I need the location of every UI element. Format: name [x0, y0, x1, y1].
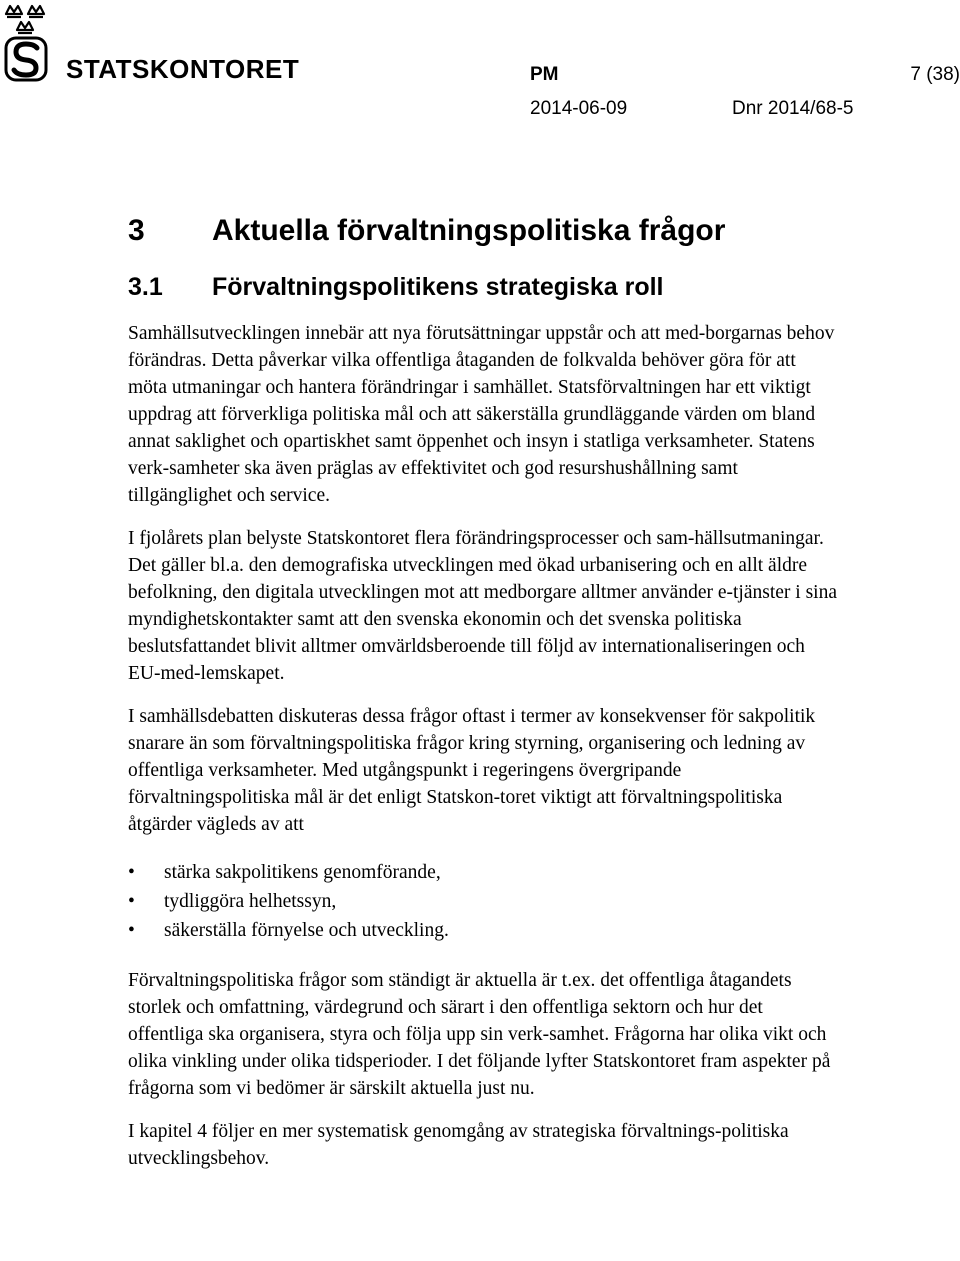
list-item — [128, 887, 838, 916]
chapter-number: 3 — [128, 214, 145, 247]
paragraph: I samhällsdebatten diskuteras dessa frågor oftast i termer av konsekvenser för sakpolitik snarare än som förvaltningspolitiska frågor kring styrning, organisering och ledning av offentliga verksamheter. Med utgångspunkt i regeringens övergripande förvaltningspolitiska mål är det enligt Statskon-toret viktigt att förvaltningspolitiska åtgärder vägleds av att — [128, 706, 816, 835]
document-date: 2014-06-09 — [530, 98, 628, 119]
section-title: Förvaltningspolitikens strategiska roll — [212, 273, 664, 301]
document-body — [128, 210, 838, 1172]
chapter-heading — [128, 210, 838, 252]
bullet-list — [128, 858, 838, 945]
list-item-text: tydliggöra helhetssyn, — [164, 891, 337, 912]
logo-wordmark: STATSKONTORET — [66, 54, 300, 84]
list-item — [128, 858, 838, 887]
section-number: 3.1 — [128, 273, 163, 301]
paragraph: I fjolårets plan belyste Statskontoret flera förändringsprocesser och sam-hällsutmaningar. Det gäller bl.a. den demografiska utvecklingen med ökad urbanisering och en allt äldre befolkning, den digitala utvecklingen mot att medborgare alltmer använder e-tjänster i sina myndighetskontakter samt att den svenska ekonomin och det svenska politiska beslutsfattandet blivit alltmer omvärldsberoende till följd av internationaliseringen och EU-med-lemskapet. — [128, 528, 837, 684]
list-item — [128, 916, 838, 945]
list-item-text: stärka sakpolitikens genomförande, — [164, 862, 441, 883]
document-header — [530, 64, 960, 124]
paragraph: Förvaltningspolitiska frågor som ständigt är aktuella är t.ex. det offentliga åtagandets storlek och omfattning, värdegrund och särart i den offentliga sektorn och hur det offentliga ska organisera, styra och följa upp sin verk-samhet. Frågorna har olika vikt och olika vinkling under olika tidsperioder. I det följande lyfter Statskontoret fram aspekter på frågorna som vi bedömer är särskilt aktuella just nu. — [128, 970, 831, 1099]
list-item-text: säkerställa förnyelse och utveckling. — [164, 920, 449, 941]
paragraph: I kapitel 4 följer en mer systematisk genomgång av strategiska förvaltnings-politiska utvecklingsbehov. — [128, 1121, 789, 1169]
chapter-title: Aktuella förvaltningspolitiska frågor — [212, 214, 726, 247]
bullet-icon: • — [128, 920, 135, 941]
document-reference: Dnr 2014/68-5 — [732, 98, 854, 119]
paragraph: Samhällsutvecklingen innebär att nya förutsättningar uppstår och att med-borgarnas behov förändras. Detta påverkar vilka offentliga åtaganden de folkvalda behöver göra för att möta utmaningar och hantera förändringar i samhället. Statsförvaltningen har ett viktigt uppdrag att förverkliga politiska mål och att säkerställa grundläggande värden om bland annat saklighet och opartiskhet samt öppenhet och insyn i statliga verksamheter. Statens verk-samheter ska även präglas av effektivitet och god resurshushållning samt tillgänglighet och service. — [128, 323, 835, 506]
section-heading — [128, 270, 838, 304]
page-number: 7 (38) — [910, 64, 960, 85]
document-type: PM — [530, 64, 559, 85]
bullet-icon: • — [128, 862, 135, 883]
bullet-icon: • — [128, 891, 135, 912]
